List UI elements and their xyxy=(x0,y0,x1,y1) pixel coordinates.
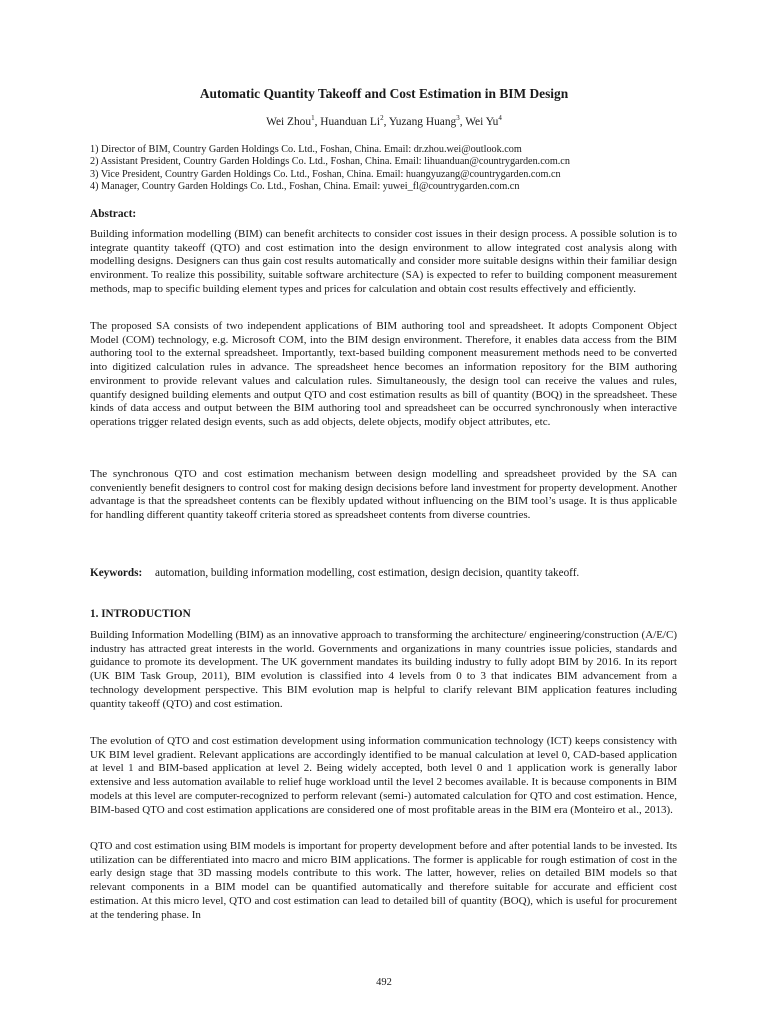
abstract-heading: Abstract: xyxy=(90,208,137,220)
author-affiliation-mark: 4 xyxy=(498,114,502,123)
author-affiliation-mark: 1 xyxy=(311,114,315,123)
abstract-paragraph-1: Building information modelling (BIM) can benefit architects to consider cost issues in their design process. A possible solution is to integrate quantity takeoff (QTO) and cost estimation into the design environment to allow integrated cost analysis along with modelling designs. Designers can thus gain cost results automatically and consider more suitable designs within their familiar design environment. To realize this possibility, suitable software architecture (SA) is expected to refer to building component measurement methods, map to specific building element types and prices for calculation and obtain cost results effectively and efficiently. xyxy=(90,228,677,295)
section-heading: 1. INTRODUCTION xyxy=(90,608,191,620)
affiliation-3: 3) Vice President, Country Garden Holdings Co. Ltd., Foshan, China. Email: huangyuzang@countrygarden.com.cn xyxy=(90,168,561,180)
paper-title: Automatic Quantity Takeoff and Cost Estimation in BIM Design xyxy=(199,86,569,101)
keywords-label: Keywords: xyxy=(90,567,143,579)
abstract-paragraph-2: The proposed SA consists of two independent applications of BIM authoring tool and spreadsheet. It adopts Component Object Model (COM) technology, e.g. Microsoft COM, into the BIM design environment. Therefore, it enables data access from the BIM authoring tool to the external spreadsheet. Importantly, text-based building component measurement methods need to be converted into digitized calculation rules in advance. The spreadsheet hence becomes an information repository for the BIM authoring environment to provide relevant values and calculation rules. Simultaneously, the design tool can receive the values and rules, quantify designed building elements and output QTO and cost estimation results as bill of quantity (BOQ) in the spreadsheet. These kinds of data access and output between the BIM authoring tool and spreadsheet can be occurred synchronously when interactive operations trigger related design events, such as add objects, delete objects, modify object attributes, etc. xyxy=(90,320,677,428)
abstract-paragraph-3: The synchronous QTO and cost estimation mechanism between design modelling and spreadsheet provided by the SA can conveniently benefit designers to control cost for making design decisions before land investment for property development. Another advantage is that the spreadsheet contents can be flexibly updated without influencing on the BIM tool’s usage. It is thus applicable for handling different quantity takeoff criteria stored as spreadsheet contents from diverse countries. xyxy=(90,468,677,522)
author-affiliation-mark: 2 xyxy=(380,114,384,123)
author-4 xyxy=(465,116,502,128)
intro-paragraph-3: QTO and cost estimation using BIM models is important for property development before and after potential lands to be invested. Its utilization can be differentiated into macro and micro BIM applications. The former is applicable for rough estimation of cost in the early design stage that 3D massing models contribute to this work. The latter, however, relies on detailed BIM models so that relevant components in a BIM model can be quantified automatically and therefore suitable for accurate and efficient cost estimation. At this micro level, QTO and cost estimation can lead to detailed bill of quantity (BOQ), which is useful for procurement at the tendering phase. In xyxy=(90,840,677,921)
author-2: Huanduan Li$^2$, xyxy=(320,114,389,128)
affiliation-list xyxy=(90,144,680,194)
affiliation-2: 2) Assistant President, Country Garden Holdings Co. Ltd., Foshan, China. Email: lihuanduan@countrygarden.com.cn xyxy=(90,156,570,168)
author-3: Yuzang Huang$^3$, xyxy=(388,114,466,128)
author-name: Wei Zhou xyxy=(266,116,312,128)
author-name: Huanduan Li xyxy=(320,116,381,128)
author-list xyxy=(0,116,768,128)
author-1: Wei Zhou$^1$, xyxy=(266,114,321,128)
intro-paragraph-2: The evolution of QTO and cost estimation development using information communication technology (ICT) keeps consistency with UK BIM level gradient. Relevant applications are accordingly identified to be manual calculation at level 0, CAD-based application at level 1 and BIM-based application at level 2. Being widely accepted, both level 0 and 1 application work is generally labor extensive and less automation available to relief huge workload until the level 2 becomes available. It is because components in BIM models at this level are computer-recognized to perform relevant (semi-) automated calculation for QTO and cost estimation. Hence, BIM-based QTO and cost estimation applications are considered one of most profitable areas in the BIM era (Monteiro et al., 2013). xyxy=(90,735,677,816)
affiliation-4: 4) Manager, Country Garden Holdings Co. Ltd., Foshan, China. Email: yuwei_fl@countrygarden.com.cn xyxy=(90,181,520,193)
keywords-line xyxy=(90,567,680,579)
author-name: Wei Yu xyxy=(465,116,499,128)
affiliation-1: 1) Director of BIM, Country Garden Holdings Co. Ltd., Foshan, China. Email: dr.zhou.wei@outlook.com xyxy=(90,144,522,155)
author-name: Yuzang Huang xyxy=(388,116,457,128)
intro-paragraph-1: Building Information Modelling (BIM) as an innovative approach to transforming the architecture/ engineering/construction (A/E/C) industry has attracted great interests in the world. Governments and organizations in many countries issue policies, standards and guidance to promote its development. The UK government mandates its building industry to fully adopt BIM by 2016. In its report (UK BIM Task Group, 2011), BIM evolution is classified into 4 levels from 0 to 3 that indicates BIM advancement from a technology development perspective. This BIM evolution map is helpful to clarify relevant BIM application features including quantity takeoff (QTO) and cost estimation. xyxy=(90,629,677,710)
author-affiliation-mark: 3 xyxy=(456,114,460,123)
page-number: 492 xyxy=(376,977,392,988)
keywords-text: automation, building information modelling, cost estimation, design decision, quantity takeoff. xyxy=(155,567,580,579)
